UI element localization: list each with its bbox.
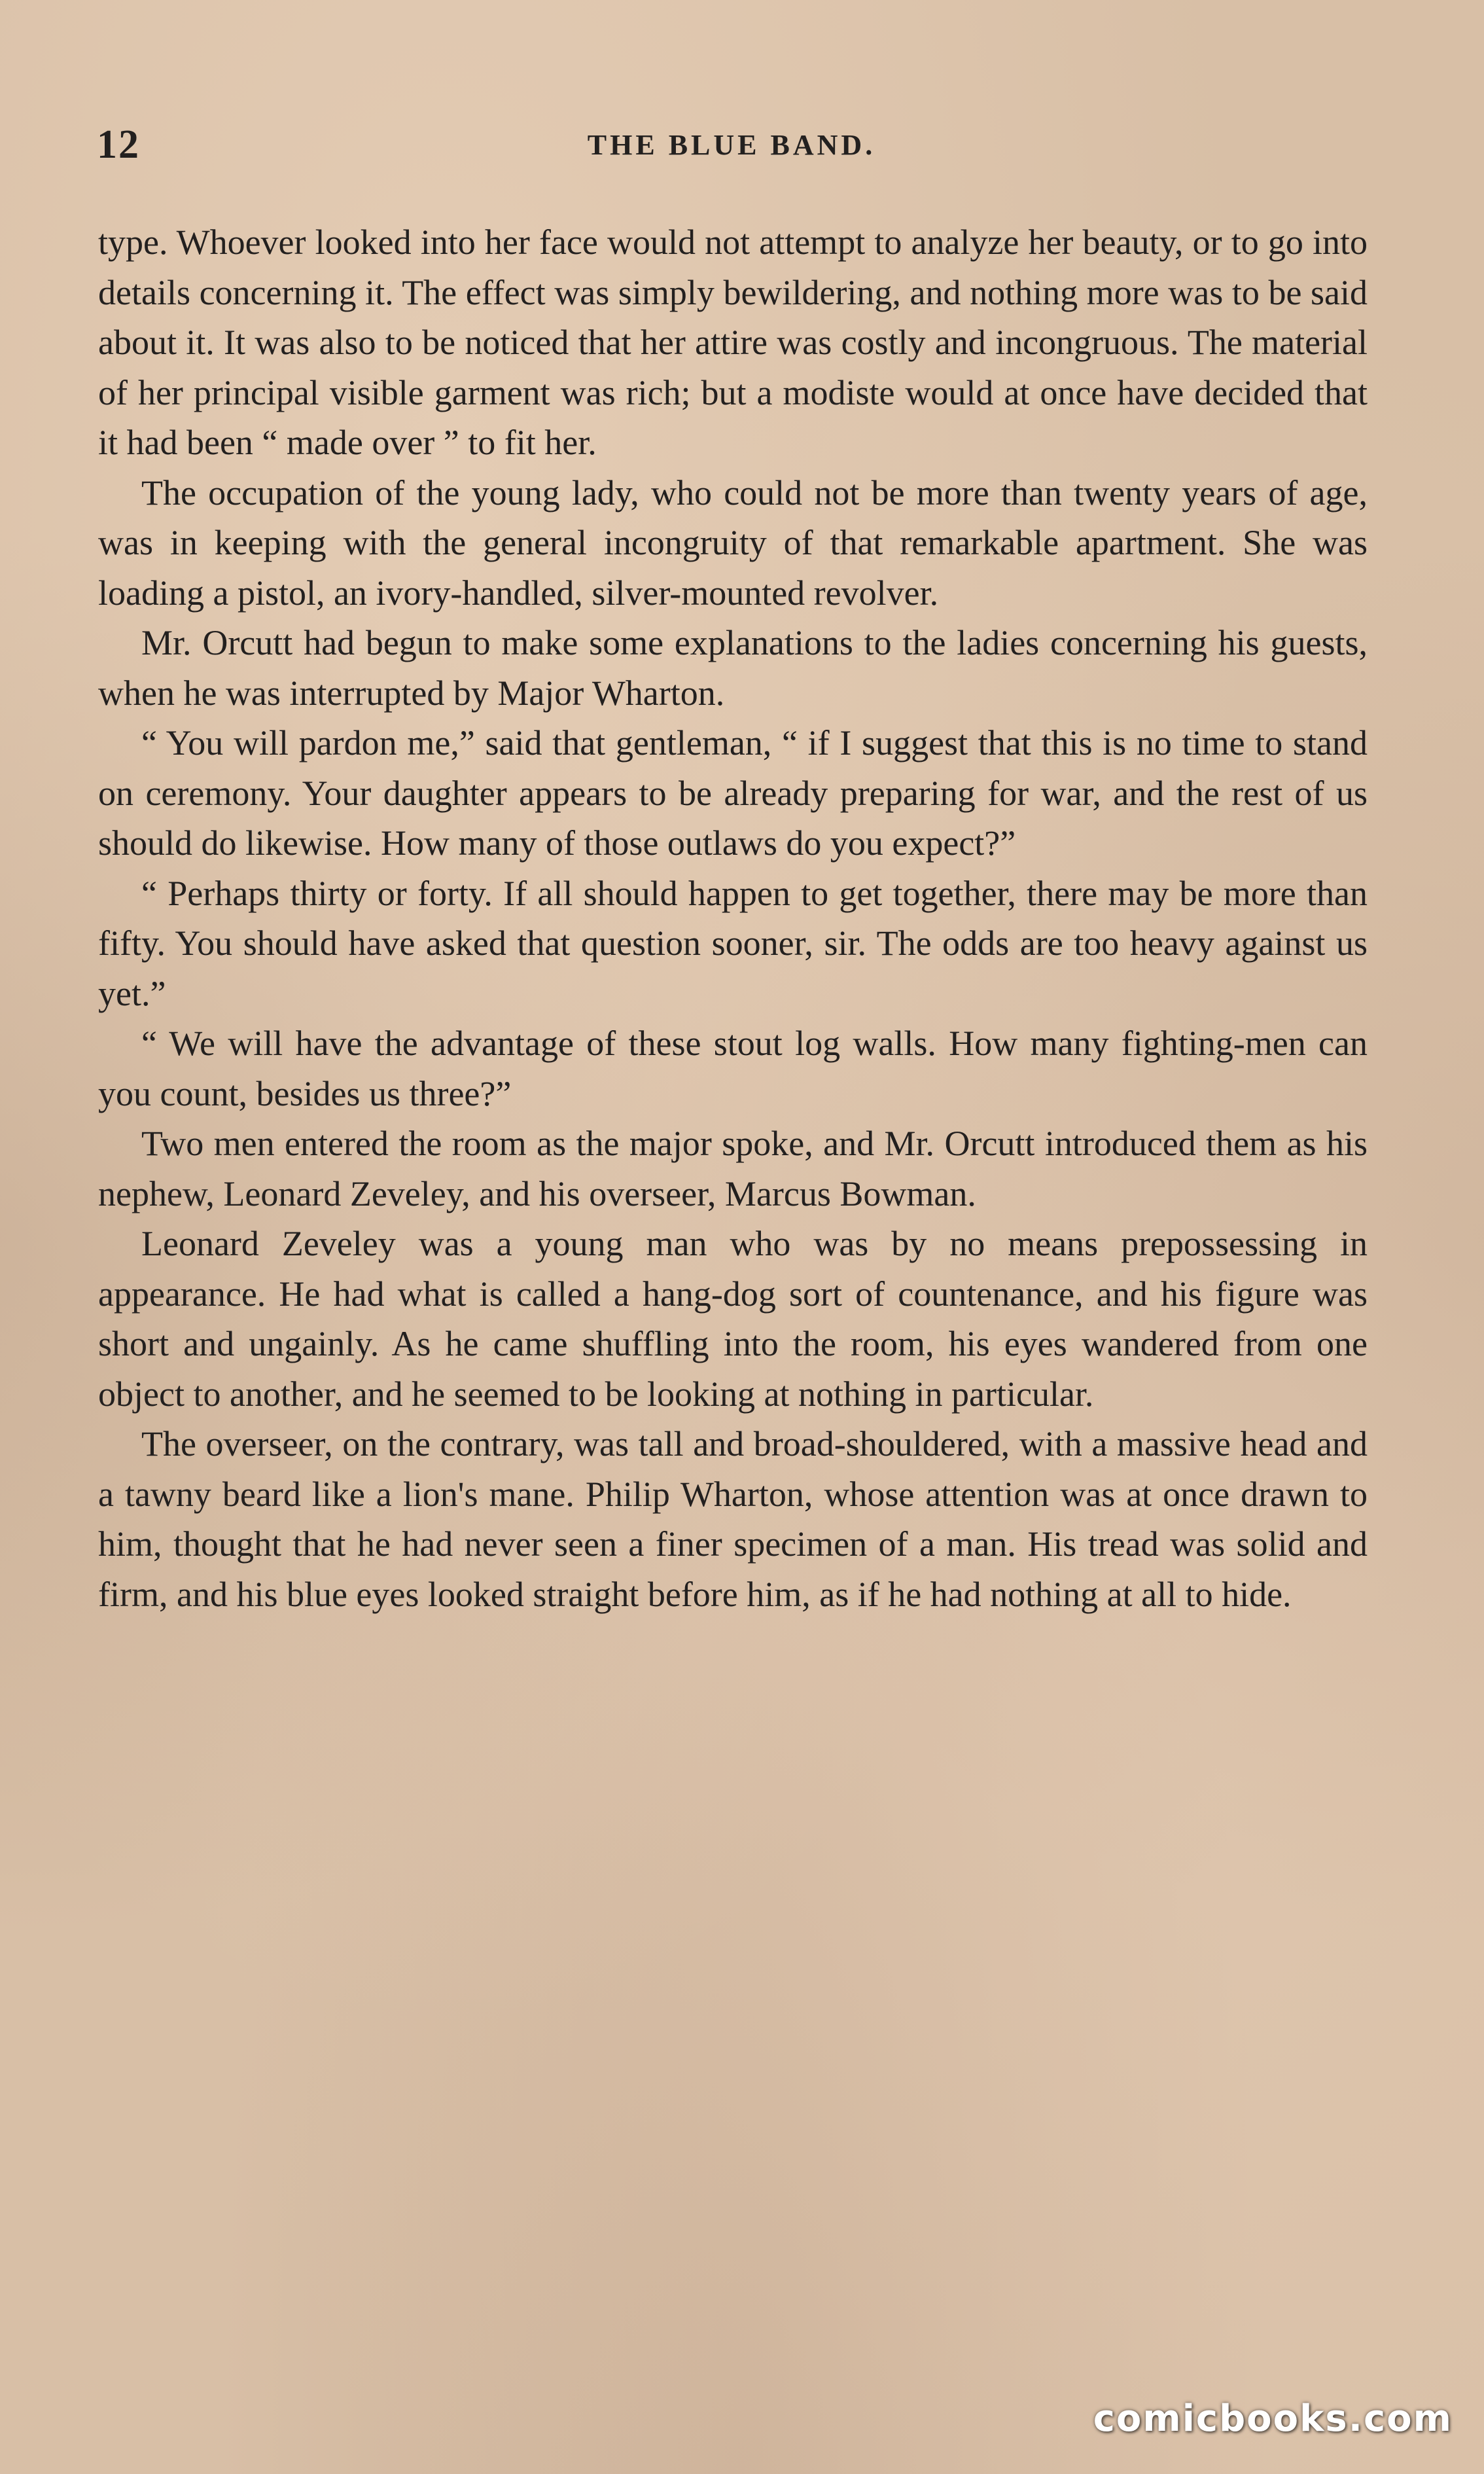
paragraph: “ You will pardon me,” said that gentleman, “ if I suggest that this is no time to stand on ceremony. Your daughter appears to be already preparing for war, and the rest of us should do likewise. How many of those outlaws do you expect?” xyxy=(98,723,1368,863)
running-head xyxy=(97,122,1366,174)
page-number: 12 xyxy=(97,122,140,167)
paragraph: “ Perhaps thirty or forty. If all should happen to get together, there may be more than fifty. You should have asked that question sooner, sir. The odds are too heavy against us yet.” xyxy=(98,873,1368,1013)
paragraph: The occupation of the young lady, who could not be more than twenty years of age, was in keeping with the general incongruity of that remarkable apartment. She was loading a pistol, an ivory-handled, silver-mounted revolver. xyxy=(98,473,1368,613)
text-body xyxy=(98,217,1368,1619)
paragraph: “ We will have the advantage of these stout log walls. How many fighting-men can you count, besides us three?” xyxy=(98,1024,1368,1113)
paragraph: Two men entered the room as the major spoke, and Mr. Orcutt introduced them as his nephew, Leonard Zeveley, and his overseer, Marcus Bowman. xyxy=(98,1124,1368,1213)
paragraph-continued: type. Whoever looked into her face would not attempt to analyze her beauty, or to go into details concerning it. The effect was simply bewildering, and nothing more was to be said about it. It was also to be noticed that her attire was costly and incongruous. The material of her principal visible garment was rich; but a modiste would at once have decided that it had been “ made over ” to fit her. xyxy=(98,223,1368,462)
paragraph: The overseer, on the contrary, was tall and broad-shouldered, with a massive head and a tawny beard like a lion's mane. Philip Wharton, whose attention was at once drawn to him, thought that he had never seen a finer specimen of a man. His tread was solid and firm, and his blue eyes looked straight before him, as if he had nothing at all to hide. xyxy=(98,1424,1368,1614)
paragraph: Leonard Zeveley was a young man who was by no means prepossessing in appearance. He had what is called a hang-dog sort of countenance, and his figure was short and ungainly. As he came shuffling into the room, his eyes wandered from one object to another, and he seemed to be looking at nothing in particular. xyxy=(98,1224,1368,1414)
running-title: THE BLUE BAND. xyxy=(587,129,876,161)
paragraph: Mr. Orcutt had begun to make some explanations to the ladies concerning his guests, when he was interrupted by Major Wharton. xyxy=(98,623,1368,713)
watermark: comicbooks.com xyxy=(1093,2397,1453,2440)
